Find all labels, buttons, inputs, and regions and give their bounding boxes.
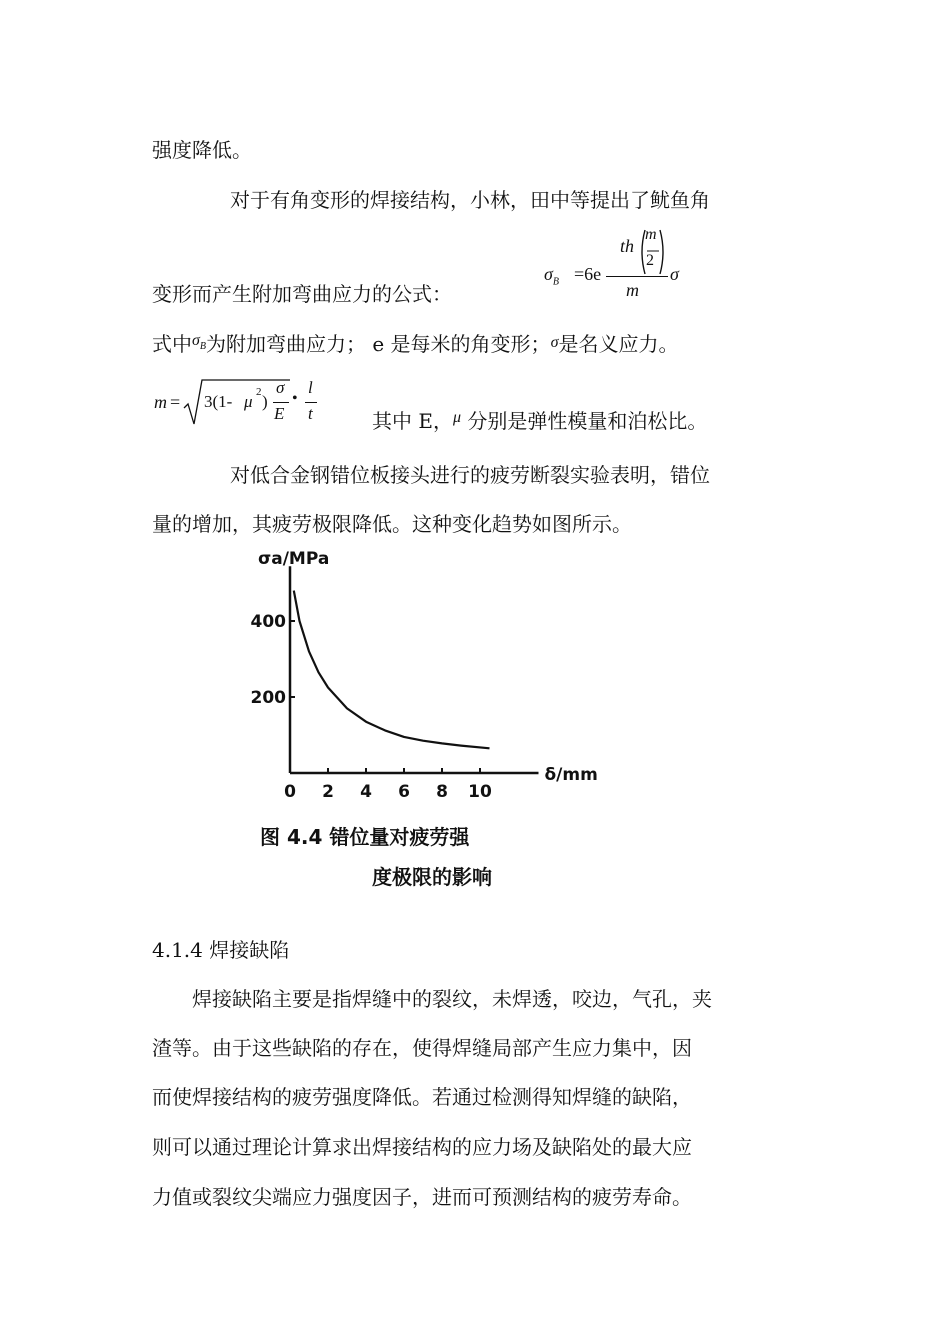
formula1-sigma: σ [670, 264, 679, 284]
formula1-sigma-b: $\sigma_B$ [544, 264, 559, 288]
section-heading: 4.1.4 焊接缺陷 [152, 938, 290, 962]
formula2-t: t [308, 404, 313, 423]
formula2-mu: μ [244, 392, 253, 411]
paragraph-line-1: 强度降低。 [152, 138, 252, 162]
paragraph-line-8: 焊接缺陷主要是指焊缝中的裂纹，未焊透，咬边，气孔，夹 [192, 987, 712, 1011]
paragraph-line-5 [372, 407, 707, 438]
formula2-fraction-bar-1 [273, 402, 289, 403]
x-axis-label: δ/mm [544, 765, 598, 785]
x-tick-label: 8 [436, 782, 448, 802]
inline-sigma-b: σB [192, 332, 206, 353]
m-parameter-formula [152, 374, 332, 434]
formula1-equals: =6e [574, 264, 602, 284]
paragraph-line-4 [152, 330, 678, 367]
text-nominal-stress: 是名义应力。 [558, 332, 679, 356]
formula1-m-top: m [645, 226, 657, 243]
x-tick-label: 4 [360, 782, 372, 802]
figure-caption-line-1: 图 4.4 错位量对疲劳强 [260, 825, 470, 849]
formula2-l: l [308, 378, 313, 397]
paragraph-line-7: 量的增加，其疲劳极限降低。这种变化趋势如图所示。 [152, 512, 632, 536]
formula2-m: m [154, 392, 167, 412]
paragraph-line-2: 对于有角变形的焊接结构，小林，田中等提出了鱿鱼角 [230, 188, 710, 212]
fatigue-limit-curve [294, 591, 490, 749]
y-tick-label: 200 [250, 688, 286, 708]
paragraph-line-3: 变形而产生附加弯曲应力的公式： [152, 282, 452, 306]
x-tick-label: 2 [322, 782, 334, 802]
formula2-equals: = [170, 392, 181, 412]
formula2-fraction-bar-2 [305, 402, 317, 403]
paragraph-line-12: 力值或裂纹尖端应力强度因子，进而可预测结构的疲劳寿命。 [152, 1185, 692, 1209]
x-tick-label: 0 [284, 782, 296, 802]
inline-sigma: σ [550, 334, 559, 351]
formula1-fraction-bar [606, 276, 668, 277]
paragraph-line-10: 而使焊接结构的疲劳强度降低。若通过检测得知焊缝的缺陷， [152, 1085, 692, 1109]
formula1-m-bottom: m [626, 280, 639, 300]
figure-caption-line-2: 度极限的影响 [372, 865, 492, 889]
inline-mu: μ [452, 409, 461, 426]
paragraph-line-9: 渣等。由于这些缺陷的存在，使得焊缝局部产生应力集中，因 [152, 1036, 692, 1060]
formula2-three: 3(1- [204, 392, 233, 411]
formula2-dot: • [292, 390, 298, 407]
paragraph-line-6: 对低合金钢错位板接头进行的疲劳断裂实验表明，错位 [230, 463, 710, 487]
formula2-E: E [274, 404, 285, 423]
formula2-sigma: σ [276, 378, 285, 397]
text-modulus-poisson: 分别是弹性模量和泊松比。 [461, 409, 708, 433]
formula1-th: th [620, 236, 635, 256]
text-where-e: 其中 E， [372, 409, 453, 433]
text-definitions: 为附加弯曲应力； e 是每米的角变形； [206, 332, 551, 356]
fatigue-limit-chart [230, 540, 630, 900]
figure-4-4 [230, 540, 630, 900]
x-tick-label: 6 [398, 782, 410, 802]
formula1-two: 2 [646, 252, 654, 269]
formula2-close: ) [262, 392, 268, 411]
y-tick-label: 400 [250, 612, 286, 632]
x-tick-label: 10 [468, 782, 492, 802]
paragraph-line-11: 则可以通过理论计算求出焊接结构的应力场及缺陷处的最大应 [152, 1135, 692, 1159]
bending-stress-formula [540, 226, 700, 306]
formula2-square: 2 [256, 386, 262, 398]
text-formula-intro: 式中 [152, 332, 192, 356]
y-axis-label: σa/MPa [258, 549, 330, 569]
